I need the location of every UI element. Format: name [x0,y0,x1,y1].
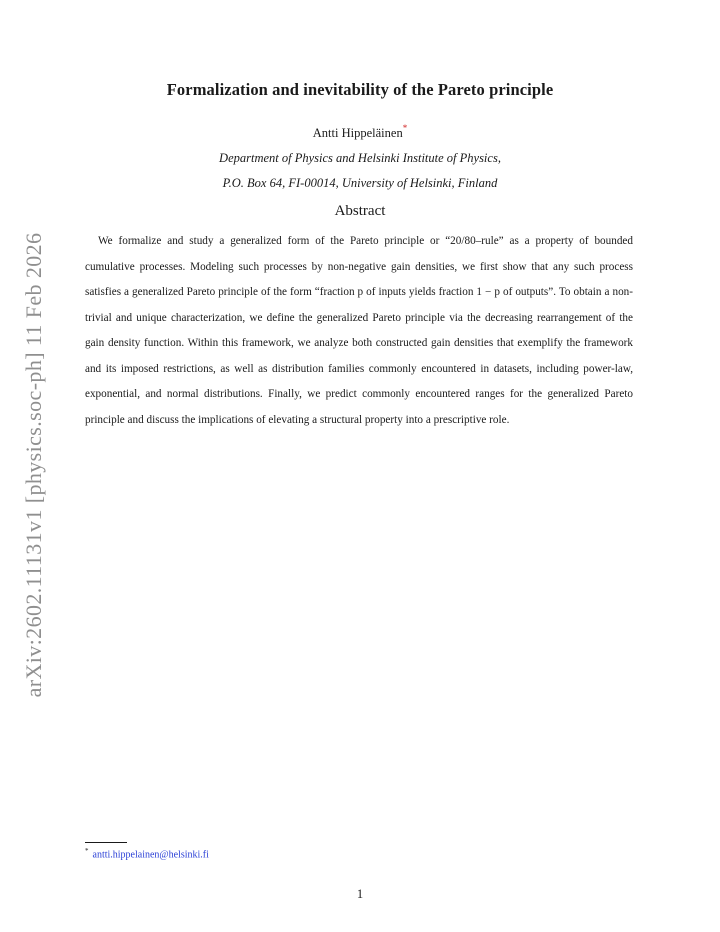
author-name: Antti Hippeläinen [312,126,403,141]
footnote-marker: * [85,847,89,855]
author-footnote-mark[interactable]: * [402,123,408,133]
affiliation-line-1: Department of Physics and Helsinki Institute of Physics, [219,151,501,165]
abstract-heading: Abstract [334,203,386,219]
abstract-body: We formalize and study a generalized form of the Pareto principle or “20/80–rule” as a property of bounded cumulative processes. Modeling such processes by non-negative gain densities, we first show that any such process satisfies a generalized Pareto principle of the form “fraction p of inputs yields fraction 1 − p of outputs”. To obtain a non-trivial and unique characterization, we define the generalized Pareto principle via the decreasing rearrangement of the gain density function. Within this framework, we analyze both constructed gain densities that exemplify the framework and its imposed restrictions, as well as distribution families commonly encountered in datasets, including power-law, exponential, and normal distributions. Finally, we predict commonly encountered ranges for the generalized Pareto principle and discuss the implications of elevating a structural property into a prescriptive role. [85,235,633,426]
footnote [85,847,209,860]
footnote-divider [85,842,127,843]
arxiv-identifier-stamp: arXiv:2602.11131v1 [physics.soc-ph] 11 Feb 2026 [21,232,46,698]
author-line [0,124,720,141]
author-email-link[interactable]: antti.hippelainen@helsinki.fi [92,849,209,861]
page-number: 1 [356,887,364,901]
affiliation-line-2: P.O. Box 64, FI-00014, University of Helsinki, Finland [222,176,498,190]
paper-title: Formalization and inevitability of the Pareto principle [166,80,554,99]
